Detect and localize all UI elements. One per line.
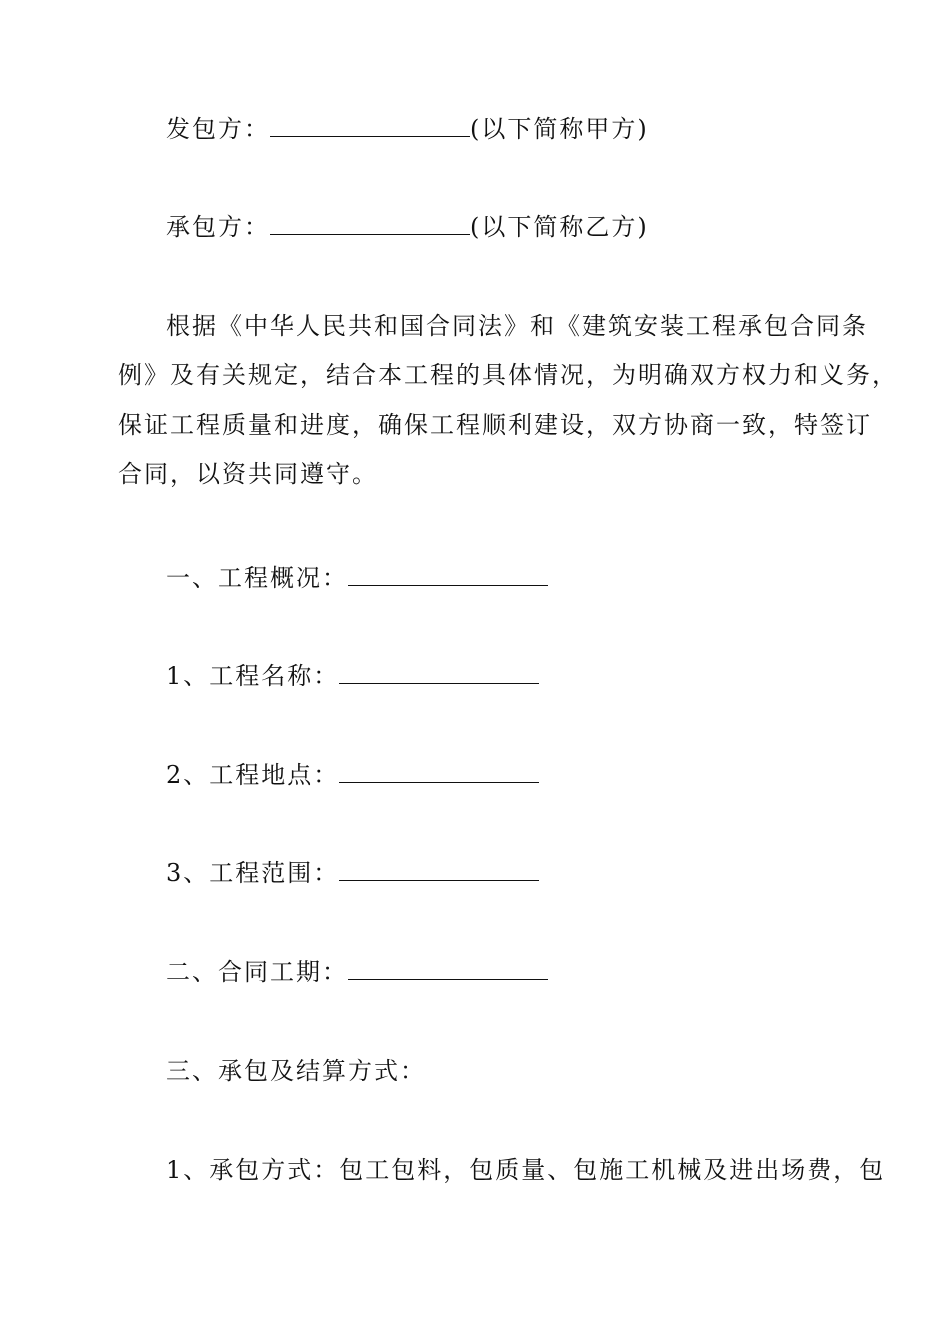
party-b-suffix: (以下简称乙方) — [470, 213, 649, 241]
section-1-line — [166, 563, 548, 593]
party-b-line — [166, 212, 649, 242]
project-location-line — [166, 760, 539, 790]
project-name-label: 1、工程名称： — [166, 662, 340, 690]
intro-line-2: 例》及有关规定，结合本工程的具体情况，为明确双方权力和义务， — [118, 361, 898, 389]
project-name-line — [166, 661, 539, 691]
section-2-line — [166, 957, 548, 987]
section-2-heading: 二、合同工期： — [166, 958, 348, 986]
party-a-label: 发包方： — [166, 115, 270, 143]
project-location-label: 2、工程地点： — [166, 761, 340, 789]
project-scope-line — [166, 858, 539, 888]
section-1-blank[interactable] — [348, 563, 548, 586]
party-a-blank[interactable] — [270, 114, 470, 137]
project-scope-blank[interactable] — [339, 858, 539, 881]
party-a-suffix: (以下简称甲方) — [470, 115, 649, 143]
project-scope-label: 3、工程范围： — [166, 859, 340, 887]
party-a-line — [166, 114, 649, 144]
project-location-blank[interactable] — [339, 760, 539, 783]
intro-line-3: 保证工程质量和进度，确保工程顺利建设，双方协商一致，特签订 — [118, 411, 872, 439]
section-2-blank[interactable] — [348, 957, 548, 980]
section-3-heading: 三、承包及结算方式： — [166, 1057, 426, 1085]
intro-line-1: 根据《中华人民共和国合同法》和《建筑安装工程承包合同条 — [166, 312, 868, 340]
party-b-label: 承包方： — [166, 213, 270, 241]
party-b-blank[interactable] — [270, 212, 470, 235]
section-1-heading: 一、工程概况： — [166, 564, 348, 592]
contract-method-line: 1、承包方式：包工包料，包质量、包施工机械及进出场费，包 — [166, 1156, 886, 1184]
project-name-blank[interactable] — [339, 661, 539, 684]
intro-line-4: 合同，以资共同遵守。 — [118, 460, 378, 488]
